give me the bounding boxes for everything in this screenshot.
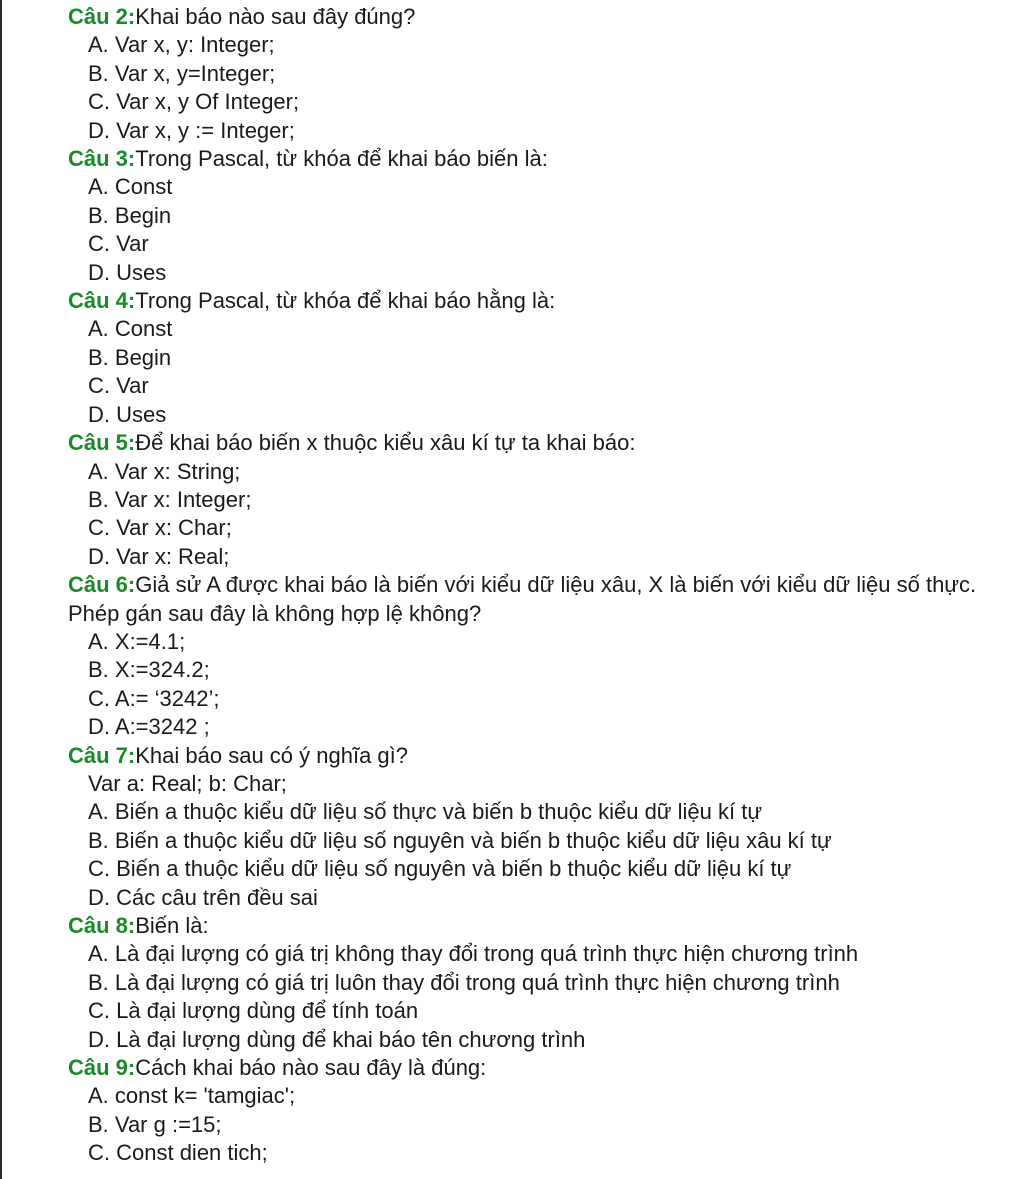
option-b: B. Begin (88, 344, 172, 370)
question-label: Câu 2: (68, 4, 136, 29)
question-text: Để khai báo biến x thuộc kiểu xâu kí tự ta khai báo: (135, 430, 636, 456)
option-d: D. Là đại lượng dùng để khai báo tên chương trình (88, 1026, 586, 1052)
page-left-border (0, 0, 2, 1179)
question-heading (68, 287, 1008, 315)
option-a: A. X:=4.1; (88, 628, 186, 654)
option-a: A. const k= 'tamgiac'; (88, 1083, 296, 1109)
option-d: D. Uses (88, 401, 167, 427)
question-text: Cách khai báo nào sau đây là đúng: (135, 1055, 487, 1081)
question-7 (68, 742, 1008, 912)
question-label: Câu 3: (68, 146, 136, 172)
option-c: C. Var (88, 231, 149, 257)
code-line: Var a: Real; b: Char; (88, 770, 287, 796)
question-text: Biến là: (135, 913, 209, 938)
option-a: A. Var x, y: Integer; (88, 32, 275, 58)
option-b: B. Là đại lượng có giá trị luôn thay đổi trong quá trình thực hiện chương trình (88, 969, 840, 995)
question-2 (68, 3, 1008, 145)
option-c: C. Var (88, 373, 149, 399)
question-8 (68, 912, 1008, 1054)
question-label: Câu 9: (68, 1055, 136, 1081)
option-d: D. A:=3242 ; (88, 714, 210, 740)
option-b: B. Biến a thuộc kiểu dữ liệu số nguyên và biến b thuộc kiểu dữ liệu xâu kí tự (88, 827, 832, 853)
question-heading (68, 3, 1008, 31)
option-d: D. Var x: Real; (88, 543, 230, 569)
option-c: C. Biến a thuộc kiểu dữ liệu số nguyên và biến b thuộc kiểu dữ liệu kí tự (88, 856, 792, 882)
option-a: A. Const (88, 174, 173, 200)
question-6 (68, 571, 1008, 741)
question-text: Khai báo nào sau đây đúng? (135, 4, 416, 29)
option-b: B. Var x, y=Integer; (88, 60, 276, 86)
question-4 (68, 287, 1008, 429)
option-a: A. Var x: String; (88, 458, 241, 484)
option-c: C. Const dien tich; (88, 1140, 268, 1166)
option-c: C. Var x, y Of Integer; (88, 89, 300, 115)
option-d: D. Các câu trên đều sai (88, 884, 318, 910)
question-label: Câu 4: (68, 288, 136, 314)
question-heading (68, 571, 1008, 628)
option-b: B. Begin (88, 202, 172, 228)
question-heading (68, 429, 1008, 457)
question-text: Trong Pascal, từ khóa để khai báo biến là: (135, 146, 548, 172)
question-heading (68, 912, 1008, 940)
question-3 (68, 145, 1008, 287)
question-9 (68, 1054, 1008, 1168)
question-heading (68, 742, 1008, 770)
question-text: Trong Pascal, từ khóa để khai báo hằng là: (135, 288, 556, 314)
quiz-document (68, 3, 1008, 1168)
option-a: A. Biến a thuộc kiểu dữ liệu số thực và biến b thuộc kiểu dữ liệu kí tự (88, 799, 763, 825)
option-b: B. Var g :=15; (88, 1111, 222, 1137)
option-a: A. Const (88, 316, 173, 342)
option-c: C. Var x: Char; (88, 515, 232, 541)
question-text: Giả sử A được khai báo là biến với kiểu dữ liệu xâu, X là biến với kiểu dữ liệu số thực. Phép gán sau đây là không hợp lệ không? (68, 572, 977, 626)
question-heading (68, 1054, 1008, 1082)
option-d: D. Uses (88, 259, 167, 285)
question-label: Câu 8: (68, 913, 136, 938)
question-5 (68, 429, 1008, 571)
question-heading (68, 145, 1008, 173)
option-c: C. Là đại lượng dùng để tính toán (88, 998, 419, 1024)
question-label: Câu 6: (68, 572, 136, 598)
option-a: A. Là đại lượng có giá trị không thay đổi trong quá trình thực hiện chương trình (88, 941, 859, 967)
option-d: D. Var x, y := Integer; (88, 117, 295, 143)
option-b: B. X:=324.2; (88, 657, 210, 683)
option-c: C. A:= ‘3242’; (88, 685, 220, 711)
option-b: B. Var x: Integer; (88, 486, 252, 512)
question-label: Câu 7: (68, 742, 136, 768)
question-label: Câu 5: (68, 430, 136, 456)
question-text: Khai báo sau có ý nghĩa gì? (135, 742, 409, 768)
